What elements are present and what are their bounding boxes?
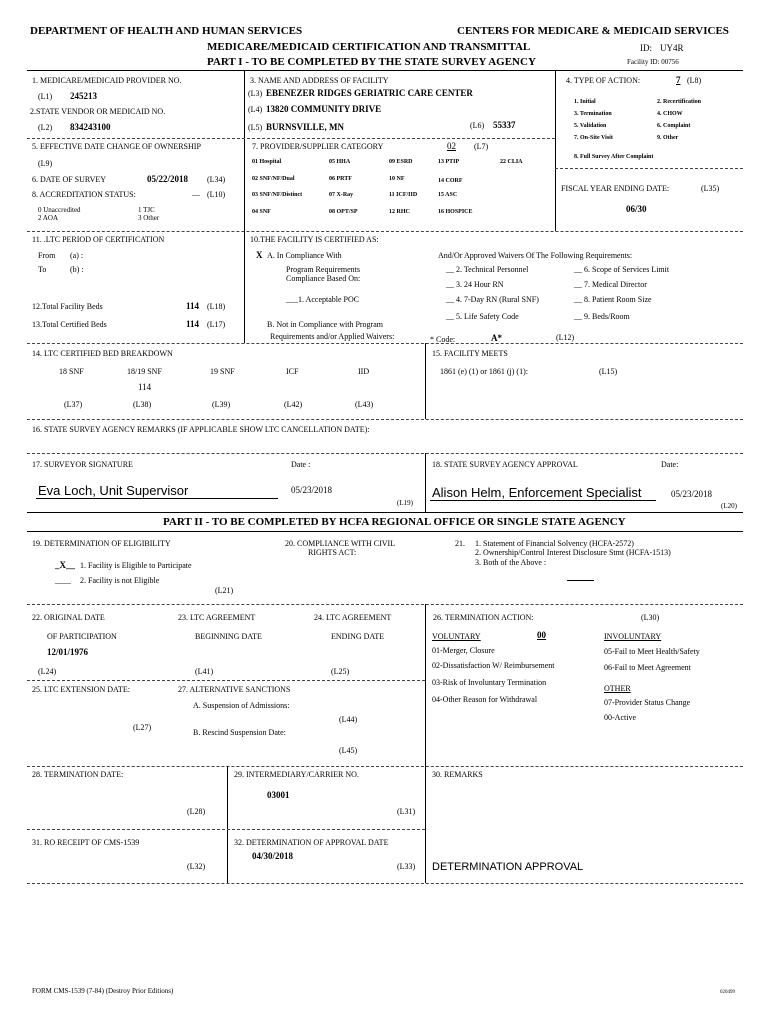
civil-rights-label: 20. COMPLIANCE WITH CIVIL bbox=[285, 539, 396, 548]
rule bbox=[27, 680, 425, 681]
divider bbox=[244, 231, 245, 343]
participation-label: OF PARTICIPATION bbox=[47, 632, 117, 641]
not-in-compliance: B. Not in Compliance with Program bbox=[267, 320, 383, 329]
l18-code: (L18) bbox=[207, 302, 226, 311]
l24-code: (L24) bbox=[38, 667, 57, 676]
voluntary-label: VOLUNTARY bbox=[432, 632, 481, 641]
provider-no-label: 1. MEDICARE/MEDICAID PROVIDER NO. bbox=[32, 76, 182, 85]
certified-as-label: 10.THE FACILITY IS CERTIFIED AS: bbox=[250, 235, 379, 244]
eligible-mark: _X__ bbox=[55, 560, 75, 570]
bed-col: 19 SNF bbox=[210, 367, 235, 376]
facility-id: Facility ID: 00756 bbox=[627, 58, 679, 66]
certified-beds-label: 13.Total Certified Beds bbox=[32, 320, 107, 329]
approval-label: 18. STATE SURVEY AGENCY APPROVAL bbox=[432, 460, 578, 469]
l12-code: (L12) bbox=[556, 333, 575, 342]
category-option: 05 HHA bbox=[329, 159, 351, 165]
waiver-option: __ 9. Beds/Room bbox=[574, 312, 630, 321]
category-option: 03 SNF/NF/Distinct bbox=[252, 192, 303, 198]
l7-code: (L7) bbox=[474, 142, 489, 151]
id-value: UY4R bbox=[660, 43, 684, 53]
compliance-mark: X bbox=[256, 250, 263, 260]
action-option: 3. Termination bbox=[574, 111, 612, 117]
action-option: 7. On-Site Visit bbox=[574, 135, 613, 141]
category-option: 04 SNF bbox=[252, 209, 271, 215]
beginning-date-label: BEGINNING DATE bbox=[195, 632, 262, 641]
ltc-end-label: 24. LTC AGREEMENT bbox=[314, 613, 392, 622]
from-a: (a) : bbox=[70, 251, 84, 260]
bed-code: (L42) bbox=[284, 400, 303, 409]
category-option: 06 PRTF bbox=[329, 176, 352, 182]
bed-breakdown-label: 14. LTC CERTIFIED BED BREAKDOWN bbox=[32, 349, 173, 358]
waiver-option: __ 8. Patient Room Size bbox=[574, 295, 652, 304]
l33-code: (L33) bbox=[397, 862, 416, 871]
l15-code: (L15) bbox=[599, 367, 618, 376]
accreditation-label: 8. ACCREDITATION STATUS: bbox=[32, 190, 136, 199]
approval-date-label-32: 32. DETERMINATION OF APPROVAL DATE bbox=[234, 838, 389, 847]
in-compliance-label: A. In Compliance With bbox=[267, 251, 342, 260]
category-option: 11 ICF/IID bbox=[389, 192, 418, 198]
approval-date: 05/23/2018 bbox=[671, 489, 713, 499]
action-option: 6. Complaint bbox=[657, 123, 691, 129]
surveyor-signature-label: 17. SURVEYOR SIGNATURE bbox=[32, 460, 133, 469]
divider bbox=[425, 766, 426, 883]
rule bbox=[27, 343, 743, 344]
code-label: * Code: bbox=[430, 335, 456, 344]
waiver-option: __ 3. 24 Hour RN bbox=[446, 280, 504, 289]
department-heading: DEPARTMENT OF HEALTH AND HUMAN SERVICES bbox=[30, 25, 303, 37]
l9-code: (L9) bbox=[38, 159, 53, 168]
program-requirements: Program Requirements bbox=[286, 265, 360, 274]
category-option: 16 HOSPICE bbox=[438, 209, 473, 215]
l21-code: (L21) bbox=[215, 586, 234, 595]
divider bbox=[425, 343, 426, 419]
approval-signature: Alison Helm, Enforcement Specialist bbox=[432, 485, 642, 500]
action-option: 9. Other bbox=[657, 135, 679, 141]
l27-code: (L27) bbox=[133, 723, 152, 732]
facility-name-label: 3. NAME AND ADDRESS OF FACILITY bbox=[250, 76, 389, 85]
rule bbox=[27, 419, 743, 420]
type-of-action-value: 7 bbox=[676, 75, 681, 85]
blank-line bbox=[567, 580, 594, 581]
provider-category-label: 7. PROVIDER/SUPPLIER CATEGORY bbox=[252, 142, 384, 151]
waiver-option: __ 4. 7-Day RN (Rural SNF) bbox=[446, 295, 539, 304]
eligibility-label: 19. DETERMINATION OF ELIGIBILITY bbox=[32, 539, 171, 548]
vendor-no-value: 834243100 bbox=[70, 122, 111, 132]
voluntary-value: 00 bbox=[537, 630, 546, 640]
form-code: 020499 bbox=[720, 990, 735, 995]
ltc-extension-label: 25. LTC EXTENSION DATE: bbox=[32, 685, 130, 694]
remarks-label: 16. STATE SURVEY AGENCY REMARKS (IF APPLICABLE SHOW LTC CANCELLATION DATE): bbox=[32, 425, 370, 434]
determination-approval: DETERMINATION APPROVAL bbox=[432, 861, 584, 873]
category-option: 08 OPT/SP bbox=[329, 209, 358, 215]
category-option: 22 CLIA bbox=[500, 159, 523, 165]
l25-code: (L25) bbox=[331, 667, 350, 676]
category-option: 09 ESRD bbox=[389, 159, 413, 165]
category-option: 01 Hospital bbox=[252, 159, 282, 165]
rule bbox=[27, 766, 743, 767]
intermediary-label: 29. INTERMEDIARY/CARRIER NO. bbox=[234, 770, 359, 779]
eligible-option: 1. Facility is Eligible to Participate bbox=[80, 561, 192, 570]
voluntary-option: 04-Other Reason for Withdrawal bbox=[432, 695, 538, 704]
provider-no-value: 245213 bbox=[70, 91, 97, 101]
divider bbox=[244, 70, 245, 231]
accreditation-option: 3 Other bbox=[138, 214, 160, 222]
approval-date-label: Date: bbox=[661, 460, 679, 469]
surveyor-date: 05/23/2018 bbox=[291, 485, 333, 495]
l31-code: (L31) bbox=[397, 807, 416, 816]
l30-code: (L30) bbox=[641, 613, 660, 622]
signature-line bbox=[430, 500, 656, 501]
waiver-option: __ 7. Medical Director bbox=[574, 280, 647, 289]
from-label: From bbox=[38, 251, 56, 260]
ltc-begin-label: 23. LTC AGREEMENT bbox=[178, 613, 256, 622]
involuntary-label: INVOLUNTARY bbox=[604, 632, 662, 641]
other-option: 07-Provider Status Change bbox=[604, 698, 691, 707]
waiver-option: __ 2. Technical Personnel bbox=[446, 265, 529, 274]
item-21-option: 1. Statement of Financial Solvency (HCFA-2572) bbox=[475, 539, 634, 548]
to-b: (b) : bbox=[70, 265, 84, 274]
action-option: 8. Full Survey After Complaint bbox=[574, 154, 654, 160]
other-label: OTHER bbox=[604, 684, 631, 693]
ltc-period-label: 11. .LTC PERIOD OF CERTIFICATION bbox=[32, 235, 165, 244]
voluntary-option: 01-Merger, Closure bbox=[432, 646, 495, 655]
l17-code: (L17) bbox=[207, 320, 226, 329]
survey-date-value: 05/22/2018 bbox=[147, 174, 189, 184]
sanctions-label: 27. ALTERNATIVE SANCTIONS bbox=[178, 685, 291, 694]
l44-code: (L44) bbox=[339, 715, 358, 724]
type-of-action-label: 4. TYPE OF ACTION: bbox=[566, 76, 641, 85]
l8-code: (L8) bbox=[687, 76, 702, 85]
provider-category-value: 02 bbox=[447, 141, 456, 151]
l4-code: (L4) bbox=[248, 105, 263, 114]
l5-code: (L5) bbox=[248, 123, 263, 132]
suspension-label: A. Suspension of Admissions: bbox=[193, 701, 290, 710]
requirements-waivers: Requirements and/or Applied Waivers: bbox=[270, 332, 395, 341]
rule bbox=[27, 231, 743, 232]
total-beds-value: 114 bbox=[186, 301, 200, 311]
form-title: MEDICARE/MEDICAID CERTIFICATION AND TRANSMITTAL bbox=[207, 41, 531, 53]
original-date-value: 12/01/1976 bbox=[47, 647, 89, 657]
l2-code: (L2) bbox=[38, 123, 53, 132]
accreditation-option: 2 AOA bbox=[38, 214, 59, 222]
category-option: 12 RHC bbox=[389, 209, 410, 215]
category-option: 15 ASC bbox=[438, 192, 458, 198]
involuntary-option: 06-Fail to Meet Agreement bbox=[604, 663, 691, 672]
voluntary-option: 03-Risk of Involuntary Termination bbox=[432, 678, 547, 687]
approval-date-32: 04/30/2018 bbox=[252, 851, 294, 861]
rule bbox=[27, 604, 743, 605]
rule bbox=[27, 829, 425, 830]
bed-value: 114 bbox=[138, 382, 152, 392]
item-21-option: 3. Both of the Above : bbox=[475, 558, 547, 567]
bed-col: 18 SNF bbox=[59, 367, 84, 376]
signature-line bbox=[36, 498, 278, 499]
voluntary-option: 02-Dissatisfaction W/ Reimbursement bbox=[432, 661, 555, 670]
surveyor-date-label: Date : bbox=[291, 460, 311, 469]
rescind-label: B. Rescind Suspension Date: bbox=[193, 728, 286, 737]
item-21-option: 2. Ownership/Control Interest Disclosure Stmt (HCFA-1513) bbox=[475, 548, 671, 557]
item-30-remarks-label: 30. REMARKS bbox=[432, 770, 483, 779]
facility-city: BURNSVILLE, MN bbox=[266, 122, 345, 132]
l1-code: (L1) bbox=[38, 92, 53, 101]
l20-code: (L20) bbox=[721, 502, 737, 510]
l10-code: (L10) bbox=[207, 190, 226, 199]
accreditation-option: 1 TJC bbox=[138, 206, 155, 214]
l45-code: (L45) bbox=[339, 746, 358, 755]
l3-code: (L3) bbox=[248, 89, 263, 98]
rule bbox=[27, 453, 743, 454]
total-beds-label: 12.Total Facility Beds bbox=[32, 302, 103, 311]
l35-code: (L35) bbox=[701, 184, 720, 193]
acceptable-poc: ___1. Acceptable POC bbox=[286, 295, 360, 304]
termination-date-label: 28. TERMINATION DATE: bbox=[32, 770, 124, 779]
bed-code: (L38) bbox=[133, 400, 152, 409]
action-option: 5. Validation bbox=[574, 123, 607, 129]
l19-code: (L19) bbox=[397, 499, 413, 507]
certified-beds-value: 114 bbox=[186, 319, 200, 329]
rule bbox=[555, 168, 743, 169]
action-option: 2. Recertification bbox=[657, 99, 701, 105]
facility-meets-text: 1861 (e) (1) or 1861 (j) (1): bbox=[440, 367, 528, 376]
bed-col: 18/19 SNF bbox=[127, 367, 162, 376]
category-option: 14 CORF bbox=[438, 178, 463, 184]
cms-heading: CENTERS FOR MEDICARE & MEDICAID SERVICES bbox=[457, 25, 729, 37]
facility-street: 13820 COMMUNITY DRIVE bbox=[266, 104, 382, 114]
bed-code: (L37) bbox=[64, 400, 83, 409]
id-label: ID: bbox=[640, 43, 652, 53]
waivers-heading: And/Or Approved Waivers Of The Following Requirements: bbox=[438, 251, 633, 260]
divider bbox=[425, 604, 426, 766]
category-option: 13 PTIP bbox=[438, 159, 460, 165]
ending-date-label: ENDING DATE bbox=[331, 632, 385, 641]
vendor-no-label: 2.STATE VENDOR OR MEDICAID NO. bbox=[30, 107, 166, 116]
category-option: 02 SNF/NF/Dual bbox=[252, 176, 295, 182]
fiscal-year-value: 06/30 bbox=[626, 204, 647, 214]
l6-code: (L6) bbox=[470, 121, 485, 130]
part1-heading: PART I - TO BE COMPLETED BY THE STATE SURVEY AGENCY bbox=[207, 56, 536, 68]
bed-code: (L39) bbox=[212, 400, 231, 409]
involuntary-option: 05-Fail to Meet Health/Safety bbox=[604, 647, 700, 656]
waiver-option: __ 6. Scope of Services Limit bbox=[574, 265, 670, 274]
l32-code: (L32) bbox=[187, 862, 206, 871]
facility-zip: 55337 bbox=[493, 120, 516, 130]
l34-code: (L34) bbox=[207, 175, 226, 184]
original-date-label: 22. ORIGINAL DATE bbox=[32, 613, 105, 622]
item-21-number: 21. bbox=[455, 539, 465, 548]
civil-rights-label-2: RIGHTS ACT: bbox=[308, 548, 357, 557]
compliance-based-on: Compliance Based On: bbox=[286, 274, 361, 283]
ownership-change-label: 5. EFFECTIVE DATE CHANGE OF OWNERSHIP bbox=[32, 142, 201, 151]
to-label: To bbox=[38, 265, 47, 274]
accreditation-value: __ bbox=[192, 188, 200, 197]
accreditation-option: 0 Unaccredited bbox=[38, 206, 81, 214]
facility-meets-label: 15. FACILITY MEETS bbox=[432, 349, 508, 358]
category-option: 07 X-Ray bbox=[329, 192, 354, 198]
not-eligible-mark: ____ bbox=[55, 576, 71, 585]
ro-receipt-label: 31. RO RECEIPT OF CMS-1539 bbox=[32, 838, 140, 847]
category-option: 10 NF bbox=[389, 176, 405, 182]
divider bbox=[555, 70, 556, 231]
rule bbox=[27, 138, 555, 139]
other-option: 00-Active bbox=[604, 713, 636, 722]
facility-name: EBENEZER RIDGES GERIATRIC CARE CENTER bbox=[266, 88, 473, 98]
termination-action-label: 26. TERMINATION ACTION: bbox=[433, 613, 534, 622]
divider bbox=[425, 453, 426, 512]
survey-date-label: 6. DATE OF SURVEY bbox=[32, 175, 107, 184]
part2-heading: PART II - TO BE COMPLETED BY HCFA REGIONAL OFFICE OR SINGLE STATE AGENCY bbox=[163, 516, 626, 528]
l28-code: (L28) bbox=[187, 807, 206, 816]
l41-code: (L41) bbox=[195, 667, 214, 676]
waiver-option: __ 5. Life Safety Code bbox=[446, 312, 519, 321]
bed-col: ICF bbox=[286, 367, 299, 376]
action-option: 4. CHOW bbox=[657, 111, 683, 117]
bed-code: (L43) bbox=[355, 400, 374, 409]
rule bbox=[27, 512, 743, 513]
action-option: 1. Initial bbox=[574, 99, 596, 105]
header-rule bbox=[27, 70, 743, 71]
not-eligible-option: 2. Facility is not Eligible bbox=[80, 576, 160, 585]
rule bbox=[27, 883, 743, 884]
divider bbox=[227, 766, 228, 883]
intermediary-value: 03001 bbox=[267, 790, 290, 800]
surveyor-signature: Eva Loch, Unit Supervisor bbox=[38, 483, 189, 498]
code-value: A* bbox=[491, 333, 502, 343]
bed-col: IID bbox=[358, 367, 370, 376]
fiscal-year-label: FISCAL YEAR ENDING DATE: bbox=[561, 184, 670, 193]
rule bbox=[27, 531, 743, 532]
form-number: FORM CMS-1539 (7-84) (Destroy Prior Editions) bbox=[32, 987, 174, 995]
